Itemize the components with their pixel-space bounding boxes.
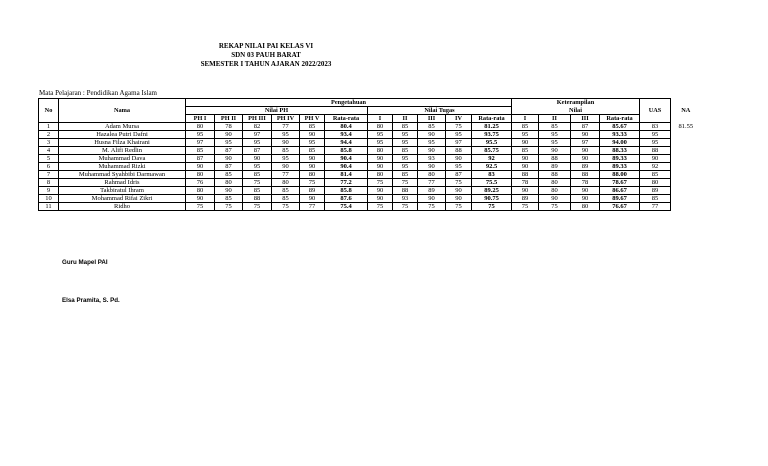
col-header: Rata-rata <box>600 115 640 123</box>
student-name: Hazalea Putri Dafni <box>59 131 186 139</box>
keterampilan-score: 90 <box>539 147 571 155</box>
na-score <box>671 155 701 163</box>
ph-average: 85.8 <box>325 147 368 155</box>
table-row <box>39 139 701 147</box>
nilai-tugas-header: Nilai Tugas <box>368 107 512 115</box>
uas-score: 85 <box>640 195 671 203</box>
tugas-score: 88 <box>393 187 418 195</box>
student-name: Adam Mursa <box>59 123 186 131</box>
ph-score: 75 <box>243 179 272 187</box>
ph-score: 90 <box>300 195 325 203</box>
tugas-score: 90 <box>446 155 472 163</box>
col-header: PH III <box>243 115 272 123</box>
tugas-score: 80 <box>368 147 393 155</box>
na-score <box>671 163 701 171</box>
ph-score: 82 <box>243 123 272 131</box>
uas-score: 89 <box>640 187 671 195</box>
tugas-score: 95 <box>368 131 393 139</box>
tugas-average: 90.75 <box>472 195 512 203</box>
ph-score: 80 <box>300 171 325 179</box>
row-number: 9 <box>39 187 59 195</box>
col-header: PH V <box>300 115 325 123</box>
keterampilan-score: 85 <box>512 123 539 131</box>
ph-score: 87 <box>186 155 215 163</box>
ph-score: 85 <box>300 123 325 131</box>
tugas-score: 75 <box>446 179 472 187</box>
col-header: PH II <box>215 115 243 123</box>
keterampilan-score: 85 <box>512 147 539 155</box>
student-name: Muhammad Rizki <box>59 163 186 171</box>
keterampilan-score: 95 <box>539 131 571 139</box>
col-header: Rata-rata <box>325 115 368 123</box>
ph-score: 95 <box>243 163 272 171</box>
tugas-score: 75 <box>446 203 472 211</box>
keterampilan-average: 89.67 <box>600 195 640 203</box>
row-number: 3 <box>39 139 59 147</box>
keterampilan-score: 90 <box>571 187 600 195</box>
col-header: II <box>539 115 571 123</box>
tugas-score: 95 <box>418 139 446 147</box>
keterampilan-score: 88 <box>539 171 571 179</box>
ph-score: 90 <box>272 163 300 171</box>
tugas-score: 90 <box>368 155 393 163</box>
row-number: 7 <box>39 171 59 179</box>
ph-score: 85 <box>300 147 325 155</box>
row-number: 2 <box>39 131 59 139</box>
tugas-score: 90 <box>418 163 446 171</box>
ph-average: 94.4 <box>325 139 368 147</box>
ph-score: 76 <box>186 179 215 187</box>
keterampilan-score: 90 <box>512 187 539 195</box>
tugas-score: 85 <box>393 171 418 179</box>
table-row <box>39 155 701 163</box>
ph-score: 80 <box>186 187 215 195</box>
ph-score: 95 <box>272 155 300 163</box>
pengetahuan-header: Pengetahuan <box>186 99 512 107</box>
student-name: Ridho <box>59 203 186 211</box>
student-name: Rahmad Idris <box>59 179 186 187</box>
ph-score: 75 <box>272 203 300 211</box>
ph-score: 90 <box>186 163 215 171</box>
ph-score: 88 <box>243 195 272 203</box>
col-header: I <box>368 115 393 123</box>
keterampilan-average: 76.67 <box>600 203 640 211</box>
tugas-score: 95 <box>393 155 418 163</box>
keterampilan-average: 78.67 <box>600 179 640 187</box>
tugas-average: 75.5 <box>472 179 512 187</box>
ph-score: 90 <box>215 187 243 195</box>
tugas-score: 87 <box>446 171 472 179</box>
ph-score: 75 <box>215 203 243 211</box>
signature-role: Guru Mapel PAI <box>62 259 108 266</box>
tugas-score: 75 <box>418 203 446 211</box>
ph-score: 75 <box>243 203 272 211</box>
keterampilan-score: 80 <box>571 203 600 211</box>
keterampilan-average: 88.00 <box>600 171 640 179</box>
tugas-score: 90 <box>418 131 446 139</box>
keterampilan-average: 88.33 <box>600 147 640 155</box>
keterampilan-score: 90 <box>571 195 600 203</box>
keterampilan-score: 89 <box>571 163 600 171</box>
report-title: REKAP NILAI PAI KELAS VI <box>218 42 314 50</box>
tugas-score: 75 <box>446 123 472 131</box>
ph-score: 95 <box>186 131 215 139</box>
keterampilan-score: 90 <box>571 147 600 155</box>
school-name: SDN 03 PAUH BARAT <box>231 51 301 59</box>
student-name: Takbiratul Ihram <box>59 187 186 195</box>
ph-score: 85 <box>243 171 272 179</box>
keterampilan-score: 88 <box>512 171 539 179</box>
tugas-score: 95 <box>393 131 418 139</box>
row-number: 4 <box>39 147 59 155</box>
keterampilan-score: 90 <box>512 163 539 171</box>
ph-score: 80 <box>215 179 243 187</box>
keterampilan-average: 94.00 <box>600 139 640 147</box>
tugas-average: 95.5 <box>472 139 512 147</box>
keterampilan-score: 90 <box>571 131 600 139</box>
tugas-average: 85.75 <box>472 147 512 155</box>
col-header: PH IV <box>272 115 300 123</box>
student-name: Muhammad Syahbibi Darmawan <box>59 171 186 179</box>
table-row <box>39 147 701 155</box>
tugas-score: 90 <box>368 195 393 203</box>
keterampilan-score: 80 <box>539 179 571 187</box>
ph-score: 80 <box>186 123 215 131</box>
keterampilan-score: 95 <box>539 139 571 147</box>
ph-score: 89 <box>300 187 325 195</box>
keterampilan-score: 90 <box>539 195 571 203</box>
tugas-score: 95 <box>446 131 472 139</box>
tugas-average: 83 <box>472 171 512 179</box>
uas-score: 83 <box>640 123 671 131</box>
ph-average: 85.8 <box>325 187 368 195</box>
keterampilan-score: 90 <box>512 155 539 163</box>
tugas-score: 90 <box>368 187 393 195</box>
col-header: IV <box>446 115 472 123</box>
ph-score: 80 <box>272 179 300 187</box>
tugas-score: 90 <box>418 147 446 155</box>
ph-score: 77 <box>272 171 300 179</box>
tugas-score: 90 <box>446 195 472 203</box>
uas-score: 85 <box>640 171 671 179</box>
ph-score: 87 <box>215 147 243 155</box>
student-name: M. Alifi Redlin <box>59 147 186 155</box>
keterampilan-score: 87 <box>571 123 600 131</box>
keterampilan-score: 97 <box>571 139 600 147</box>
tugas-average: 92.5 <box>472 163 512 171</box>
ph-average: 75.4 <box>325 203 368 211</box>
tugas-score: 95 <box>393 139 418 147</box>
ph-average: 87.6 <box>325 195 368 203</box>
tugas-score: 97 <box>446 139 472 147</box>
na-score <box>671 147 701 155</box>
ph-score: 85 <box>215 195 243 203</box>
row-number: 8 <box>39 179 59 187</box>
tugas-average: 75 <box>472 203 512 211</box>
tugas-score: 95 <box>446 163 472 171</box>
ph-score: 90 <box>300 155 325 163</box>
tugas-score: 85 <box>418 123 446 131</box>
ph-score: 95 <box>215 139 243 147</box>
ph-score: 85 <box>272 195 300 203</box>
table-row <box>39 171 701 179</box>
ph-score: 95 <box>243 139 272 147</box>
tugas-score: 90 <box>418 195 446 203</box>
tugas-score: 80 <box>368 123 393 131</box>
row-number: 10 <box>39 195 59 203</box>
student-name: Husna Filza Khairani <box>59 139 186 147</box>
keterampilan-nilai-header: Nilai <box>512 107 640 115</box>
signature-name: Elsa Pramita, S. Pd. <box>62 297 120 304</box>
ph-score: 75 <box>186 203 215 211</box>
tugas-score: 80 <box>418 171 446 179</box>
grade-table <box>38 98 701 211</box>
table-row <box>39 163 701 171</box>
na-score: 81.55 <box>678 123 694 130</box>
ph-score: 85 <box>272 147 300 155</box>
ph-score: 77 <box>300 203 325 211</box>
uas-score: 95 <box>640 131 671 139</box>
student-name: Mohammad Rifai Zikri <box>59 195 186 203</box>
tugas-average: 89.25 <box>472 187 512 195</box>
row-number: 11 <box>39 203 59 211</box>
tugas-score: 85 <box>393 147 418 155</box>
uas-score: 92 <box>640 163 671 171</box>
uas-score: 77 <box>640 203 671 211</box>
keterampilan-score: 80 <box>539 187 571 195</box>
tugas-score: 88 <box>446 147 472 155</box>
tugas-score: 75 <box>393 203 418 211</box>
keterampilan-score: 88 <box>571 171 600 179</box>
ph-score: 78 <box>215 123 243 131</box>
col-header: III <box>418 115 446 123</box>
na-score <box>671 171 701 179</box>
keterampilan-score: 88 <box>539 155 571 163</box>
ph-score: 90 <box>215 131 243 139</box>
tugas-score: 93 <box>393 195 418 203</box>
na-score <box>671 203 701 211</box>
subject-label: Mata Pelajaran : Pendidikan Agama Islam <box>39 89 157 97</box>
row-number: 1 <box>39 123 59 131</box>
col-header: Rata-rata <box>472 115 512 123</box>
table-row <box>39 179 701 187</box>
ph-score: 97 <box>186 139 215 147</box>
nilai-ph-header: Nilai PH <box>186 107 368 115</box>
table-row <box>39 123 701 131</box>
keterampilan-score: 90 <box>571 155 600 163</box>
table-row <box>39 203 701 211</box>
table-body <box>39 123 701 211</box>
keterampilan-score: 78 <box>512 179 539 187</box>
keterampilan-average: 86.67 <box>600 187 640 195</box>
ph-score: 90 <box>186 195 215 203</box>
ph-average: 81.4 <box>325 171 368 179</box>
ph-average: 90.4 <box>325 155 368 163</box>
uas-score: 95 <box>640 139 671 147</box>
col-na-header: NA <box>681 107 691 114</box>
na-score <box>671 195 701 203</box>
ph-score: 90 <box>300 131 325 139</box>
ph-score: 77 <box>272 123 300 131</box>
col-header: I <box>512 115 539 123</box>
tugas-score: 90 <box>446 187 472 195</box>
ph-score: 95 <box>272 131 300 139</box>
ph-score: 90 <box>300 163 325 171</box>
uas-score: 90 <box>640 155 671 163</box>
tugas-score: 75 <box>368 179 393 187</box>
table-row <box>39 131 701 139</box>
uas-score: 88 <box>640 147 671 155</box>
keterampilan-score: 95 <box>512 131 539 139</box>
keterampilan-score: 90 <box>512 139 539 147</box>
tugas-score: 95 <box>368 139 393 147</box>
keterampilan-score: 75 <box>512 203 539 211</box>
keterampilan-score: 89 <box>512 195 539 203</box>
ph-score: 90 <box>215 155 243 163</box>
ph-score: 90 <box>272 139 300 147</box>
ph-score: 85 <box>215 171 243 179</box>
ph-average: 93.4 <box>325 131 368 139</box>
ph-score: 87 <box>243 147 272 155</box>
tugas-average: 81.25 <box>472 123 512 131</box>
col-uas-header: UAS <box>640 99 671 123</box>
tugas-score: 77 <box>418 179 446 187</box>
ph-average: 77.2 <box>325 179 368 187</box>
keterampilan-average: 85.67 <box>600 123 640 131</box>
tugas-score: 95 <box>393 163 418 171</box>
semester-label: SEMESTER I TAHUN AJARAN 2022/2023 <box>200 60 332 68</box>
tugas-score: 80 <box>368 171 393 179</box>
col-nama-header: Nama <box>59 99 186 123</box>
ph-score: 85 <box>186 147 215 155</box>
na-score <box>671 139 701 147</box>
table-row <box>39 195 701 203</box>
na-score <box>671 179 701 187</box>
keterampilan-score: 89 <box>539 163 571 171</box>
keterampilan-score: 78 <box>571 179 600 187</box>
tugas-score: 90 <box>368 163 393 171</box>
keterampilan-header: Keterampilan <box>512 99 640 107</box>
na-score <box>671 131 701 139</box>
ph-score: 75 <box>300 179 325 187</box>
keterampilan-average: 89.33 <box>600 155 640 163</box>
ph-score: 85 <box>243 187 272 195</box>
ph-score: 97 <box>243 131 272 139</box>
tugas-average: 92 <box>472 155 512 163</box>
tugas-average: 93.75 <box>472 131 512 139</box>
ph-score: 95 <box>300 139 325 147</box>
ph-score: 80 <box>186 171 215 179</box>
ph-average: 90.4 <box>325 163 368 171</box>
na-score <box>671 187 701 195</box>
tugas-score: 89 <box>418 187 446 195</box>
table-row <box>39 187 701 195</box>
tugas-score: 75 <box>393 179 418 187</box>
keterampilan-score: 85 <box>539 123 571 131</box>
row-number: 5 <box>39 155 59 163</box>
ph-average: 80.4 <box>325 123 368 131</box>
tugas-score: 85 <box>393 123 418 131</box>
col-header: PH I <box>186 115 215 123</box>
ph-score: 85 <box>272 187 300 195</box>
ph-score: 90 <box>243 155 272 163</box>
col-header: III <box>571 115 600 123</box>
row-number: 6 <box>39 163 59 171</box>
col-no-header: No <box>39 99 59 123</box>
keterampilan-score: 75 <box>539 203 571 211</box>
tugas-score: 75 <box>368 203 393 211</box>
tugas-score: 93 <box>418 155 446 163</box>
uas-score: 80 <box>640 179 671 187</box>
keterampilan-average: 93.33 <box>600 131 640 139</box>
keterampilan-average: 89.33 <box>600 163 640 171</box>
col-header: II <box>393 115 418 123</box>
ph-score: 87 <box>215 163 243 171</box>
student-name: Muhammad Dava <box>59 155 186 163</box>
